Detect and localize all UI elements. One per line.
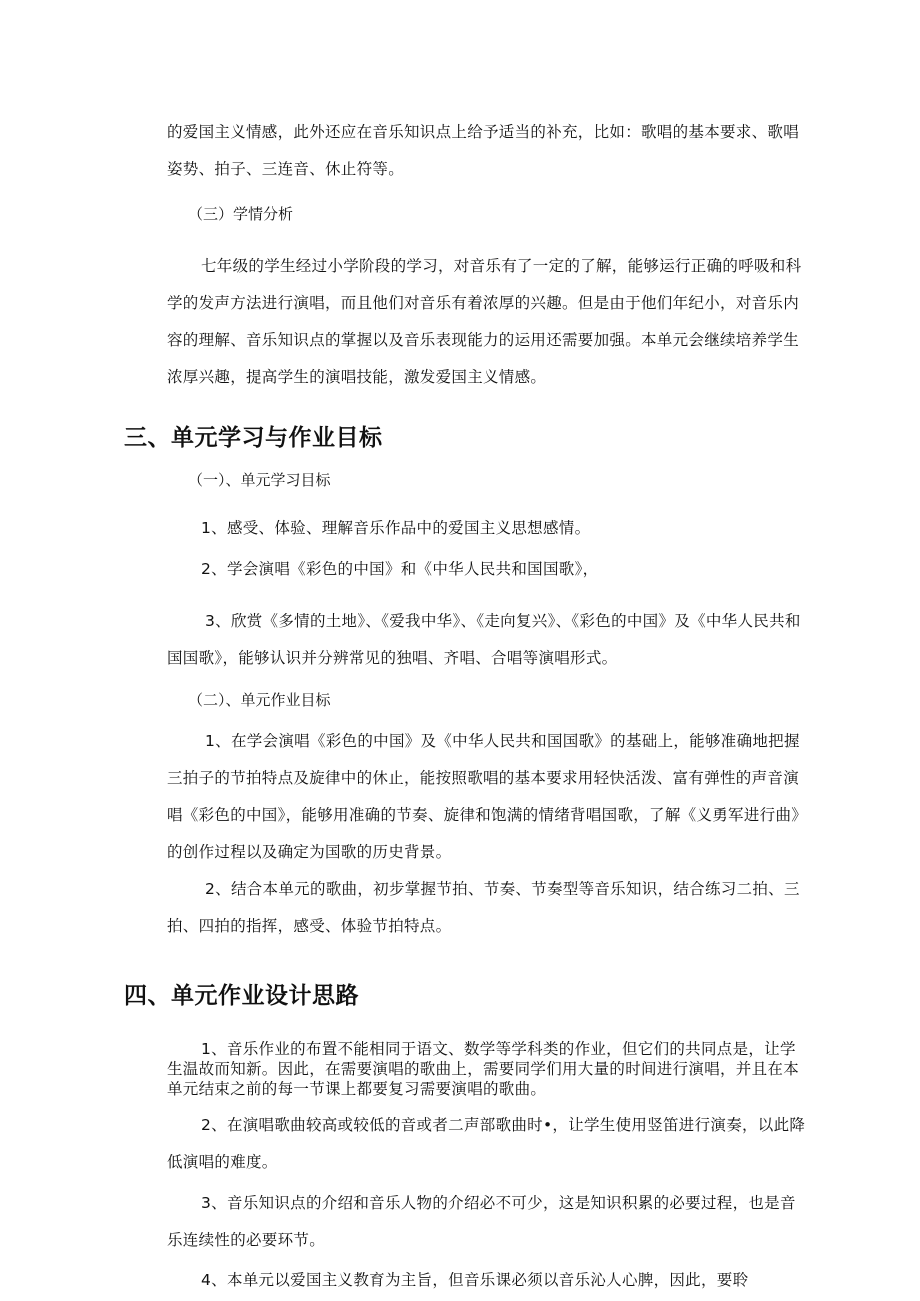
heading-design-ideas: 四、单元作业设计思路 — [124, 983, 359, 1009]
subheading-learning-goals: （一）、单元学习目标 — [188, 471, 331, 489]
subheading-homework-goals: （二）、单元作业目标 — [188, 691, 331, 709]
paragraph-student-analysis: 七年级的学生经过小学阶段的学习，对音乐有了一定的了解，能够运行正确的呼吸和科学的发声方法进行演唱，而且他们对音乐有着浓厚的兴趣。但是由于他们年纪小，对音乐内容的理解、音乐知识点的掌握以及音乐表现能力的运用还需要加强。本单元会继续培养学生浓厚兴趣，提高学生的演唱技能，激发爱国主义情感。 — [167, 257, 802, 386]
paragraph-intro-continued: 的爱国主义情感，此外还应在音乐知识点上给予适当的补充，比如：歌唱的基本要求、歌唱姿势、拍子、三连音、休止符等。 — [167, 123, 800, 178]
design-idea-item: 1、音乐作业的布置不能相同于语文、数学等学科类的作业，但它们的共同点是，让学生温故而知新。因此，在需要演唱的歌曲上，需要同学们用大量的时间进行演唱，并且在本单元结束之前的每一节课上都要复习需要演唱的歌曲。 — [167, 1040, 800, 1098]
learning-goal-item: 2、学会演唱《彩色的中国》和《中华人民共和国国歌》， — [201, 560, 599, 578]
homework-goal-item: 1、在学会演唱《彩色的中国》及《中华人民共和国国歌》的基础上，能够准确地把握三拍子的节拍特点及旋律中的休止，能按照歌唱的基本要求用轻快活泼、富有弹性的声音演唱《彩色的中国》，能够用准确的节奏、旋律和饱满的情绪背唱国歌，了解《义勇军进行曲》的创作过程以及确定为国歌的历史背景。 — [167, 732, 800, 861]
learning-goal-item: 3、欣赏《多情的土地》、《爱我中华》、《走向复兴》、《彩色的中国》及《中华人民共和国国歌》，能够认识并分辨常见的独唱、齐唱、合唱等演唱形式。 — [167, 612, 801, 667]
design-idea-item: 3、音乐知识点的介绍和音乐人物的介绍必不可少，这是知识积累的必要过程，也是音乐连续性的必要环节。 — [167, 1194, 796, 1249]
design-idea-item: 4、本单元以爱国主义教育为主旨，但音乐课必须以音乐沁人心脾，因此，要聆 — [201, 1271, 749, 1289]
subheading-student-analysis: （三）学情分析 — [188, 205, 294, 223]
heading-unit-goals: 三、单元学习与作业目标 — [124, 425, 383, 451]
homework-goal-item: 2、结合本单元的歌曲，初步掌握节拍、节奏、节奏型等音乐知识，结合练习二拍、三拍、四拍的指挥，感受、体验节拍特点。 — [167, 880, 800, 935]
design-idea-item: 2、在演唱歌曲较高或较低的音或者二声部歌曲时•，让学生使用竖笛进行演奏，以此降低演唱的难度。 — [167, 1116, 806, 1171]
learning-goal-item: 1、感受、体验、理解音乐作品中的爱国主义思想感情。 — [201, 519, 591, 537]
